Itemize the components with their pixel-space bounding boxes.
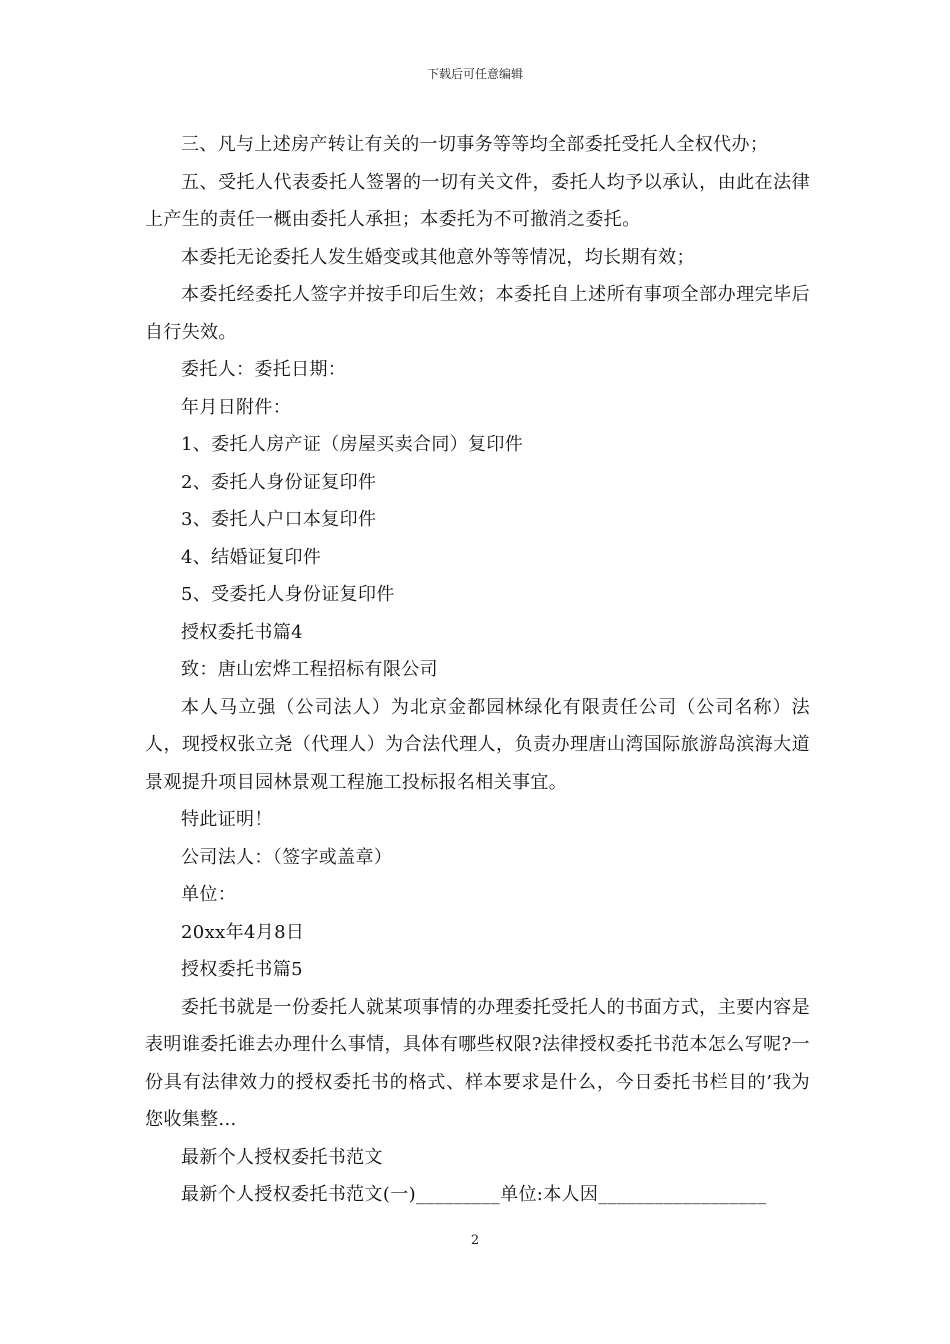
paragraph: 单位： [181,884,237,905]
list-item: 5、受委托人身份证复印件 [181,584,395,605]
page-header: 下载后可任意编辑 [426,67,523,81]
paragraph: 本委托无论委托人发生婚变或其他意外等等情况，均长期有效； [181,246,695,268]
list-item: 1、委托人房产证（房屋买卖合同）复印件 [181,434,524,455]
paragraph: 年月日附件： [181,396,292,418]
document-body [145,126,810,1214]
paragraph: 五、受托人代表委托人签署的一切有关文件，委托人均予以承认，由此在法律上产生的责任一概由委托人承担；本委托为不可撤消之委托。 [145,171,810,230]
paragraph: 最新个人授权委托书范文 [181,1146,383,1168]
paragraph: 公司法人：（签字或盖章） [181,846,393,868]
date-line: 20xx年4月8日 [181,921,305,943]
page-number: 2 [470,1233,480,1248]
paragraph: 委托书就是一份委托人就某项事情的办理委托受托人的书面方式，主要内容是表明谁委托谁去办理什么事情，具体有哪些权限?法律授权委托书范本怎么写呢?一份具有法律效力的授权委托书的格式、样本要求是什么，今日委托书栏目的’我为您收集整... [145,996,810,1130]
section-heading: 授权委托书篇4 [181,621,303,643]
paragraph: 致：唐山宏烨工程招标有限公司 [181,659,438,680]
list-item: 2、委托人身份证复印件 [181,471,377,493]
paragraph: 特此证明！ [181,809,273,830]
paragraph: 委托人：委托日期： [181,359,347,380]
section-heading: 授权委托书篇5 [181,959,303,980]
list-item: 4、结婚证复印件 [181,546,322,568]
paragraph: 最新个人授权委托书范文(一)_________单位:本人因__________________ [181,1184,767,1205]
list-item: 3、委托人户口本复印件 [181,509,377,530]
paragraph: 本委托经委托人签字并按手印后生效；本委托自上述所有事项全部办理完毕后自行失效。 [145,284,810,343]
paragraph: 本人马立强（公司法人）为北京金都园林绿化有限责任公司（公司名称）法人，现授权张立尧（代理人）为合法代理人，负责办理唐山湾国际旅游岛滨海大道景观提升项目园林景观工程施工投标报名相关事宜。 [145,696,810,793]
paragraph: 三、凡与上述房产转让有关的一切事务等等均全部委托受托人全权代办； [181,134,769,155]
